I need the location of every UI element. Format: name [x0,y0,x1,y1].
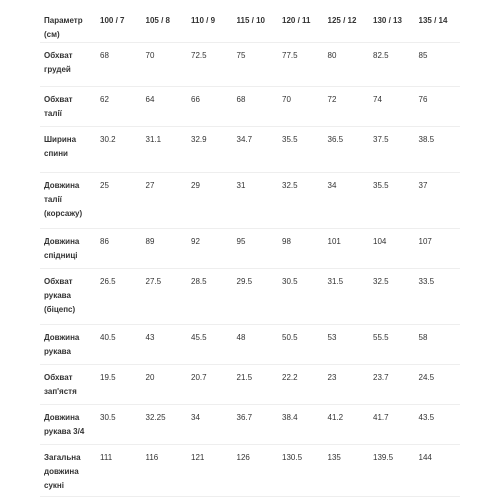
table-cell: 36.7 [233,405,279,445]
table-cell: 27 [142,173,188,229]
table-cell: 35.5 [278,127,324,173]
table-cell: 30.5 [278,269,324,325]
table-row [40,127,460,173]
table-cell: 89 [142,229,188,269]
table-cell: 38.4 [278,405,324,445]
table-cell: 41.2 [324,405,370,445]
header-cell: 100 / 7 [96,8,142,43]
table-row [40,405,460,445]
table-cell: 48 [233,325,279,365]
table-row [40,269,460,325]
table-header-row [40,8,460,43]
table-cell: 24.5 [415,365,461,405]
table-cell: 32.5 [369,269,415,325]
table-cell: 104 [369,229,415,269]
header-cell: Параметр (см) [40,8,96,43]
table-cell: 36.5 [324,127,370,173]
table-cell: 20.7 [187,365,233,405]
table-cell: 139.5 [369,445,415,497]
table-cell: 126 [233,445,279,497]
table-cell: 31.5 [324,269,370,325]
row-label: Загальна довжина сукні [40,445,96,497]
table-row [40,87,460,127]
header-cell: 105 / 8 [142,8,188,43]
table-cell: 29 [187,173,233,229]
table-cell: 121 [187,445,233,497]
table-cell: 58 [415,325,461,365]
table-cell: 101 [324,229,370,269]
table-cell: 29.5 [233,269,279,325]
table-cell: 34 [187,405,233,445]
table-cell: 144 [415,445,461,497]
table-cell: 70 [142,43,188,87]
table-cell: 32.5 [278,173,324,229]
header-cell: 120 / 11 [278,8,324,43]
table-cell: 22.2 [278,365,324,405]
table-cell: 34.7 [233,127,279,173]
table-cell: 31 [233,173,279,229]
table-cell: 135 [324,445,370,497]
table-cell: 37.5 [369,127,415,173]
table-cell: 26.5 [96,269,142,325]
table-cell: 34 [324,173,370,229]
table-cell: 72 [324,87,370,127]
table-cell: 45.5 [187,325,233,365]
table-cell: 50.5 [278,325,324,365]
table-cell: 37 [415,173,461,229]
row-label: Обхват рукава (біцепс) [40,269,96,325]
header-cell: 125 / 12 [324,8,370,43]
header-cell: 110 / 9 [187,8,233,43]
table-cell: 43.5 [415,405,461,445]
table-cell: 53 [324,325,370,365]
table-cell: 27.5 [142,269,188,325]
table-cell: 23 [324,365,370,405]
row-label: Довжина талії (корсажу) [40,173,96,229]
table-row [40,229,460,269]
header-cell: 130 / 13 [369,8,415,43]
table-cell: 35.5 [369,173,415,229]
table-cell: 64 [142,87,188,127]
table-cell: 98 [278,229,324,269]
table-cell: 25 [96,173,142,229]
table-cell: 74 [369,87,415,127]
row-label: Обхват зап'ястя [40,365,96,405]
table-row [40,325,460,365]
table-cell: 70 [278,87,324,127]
table-cell: 75 [233,43,279,87]
table-cell: 72.5 [187,43,233,87]
table-cell: 31.1 [142,127,188,173]
table-cell: 41.7 [369,405,415,445]
table-cell: 43 [142,325,188,365]
table-cell: 86 [96,229,142,269]
table-row [40,365,460,405]
table-cell: 23.7 [369,365,415,405]
size-chart-table [40,8,460,497]
table-cell: 68 [233,87,279,127]
table-cell: 111 [96,445,142,497]
table-cell: 32.9 [187,127,233,173]
row-label: Обхват талії [40,87,96,127]
table-cell: 77.5 [278,43,324,87]
table-cell: 116 [142,445,188,497]
table-cell: 82.5 [369,43,415,87]
table-cell: 130.5 [278,445,324,497]
table-cell: 95 [233,229,279,269]
table-cell: 76 [415,87,461,127]
table-cell: 66 [187,87,233,127]
row-label: Ширина спини [40,127,96,173]
row-label: Обхват грудей [40,43,96,87]
table-cell: 21.5 [233,365,279,405]
table-cell: 80 [324,43,370,87]
row-label: Довжина рукава 3/4 [40,405,96,445]
table-row [40,445,460,497]
table-cell: 30.2 [96,127,142,173]
table-cell: 85 [415,43,461,87]
header-cell: 135 / 14 [415,8,461,43]
table-cell: 28.5 [187,269,233,325]
table-row [40,173,460,229]
table-row [40,43,460,87]
table-cell: 19.5 [96,365,142,405]
row-label: Довжина рукава [40,325,96,365]
row-label: Довжина спідниці [40,229,96,269]
table-cell: 107 [415,229,461,269]
table-cell: 62 [96,87,142,127]
table-cell: 20 [142,365,188,405]
table-cell: 32.25 [142,405,188,445]
table-cell: 40.5 [96,325,142,365]
table-cell: 92 [187,229,233,269]
table-body [40,43,460,497]
table-cell: 30.5 [96,405,142,445]
header-cell: 115 / 10 [233,8,279,43]
table-cell: 38.5 [415,127,461,173]
table-cell: 33.5 [415,269,461,325]
table-cell: 68 [96,43,142,87]
table-cell: 55.5 [369,325,415,365]
